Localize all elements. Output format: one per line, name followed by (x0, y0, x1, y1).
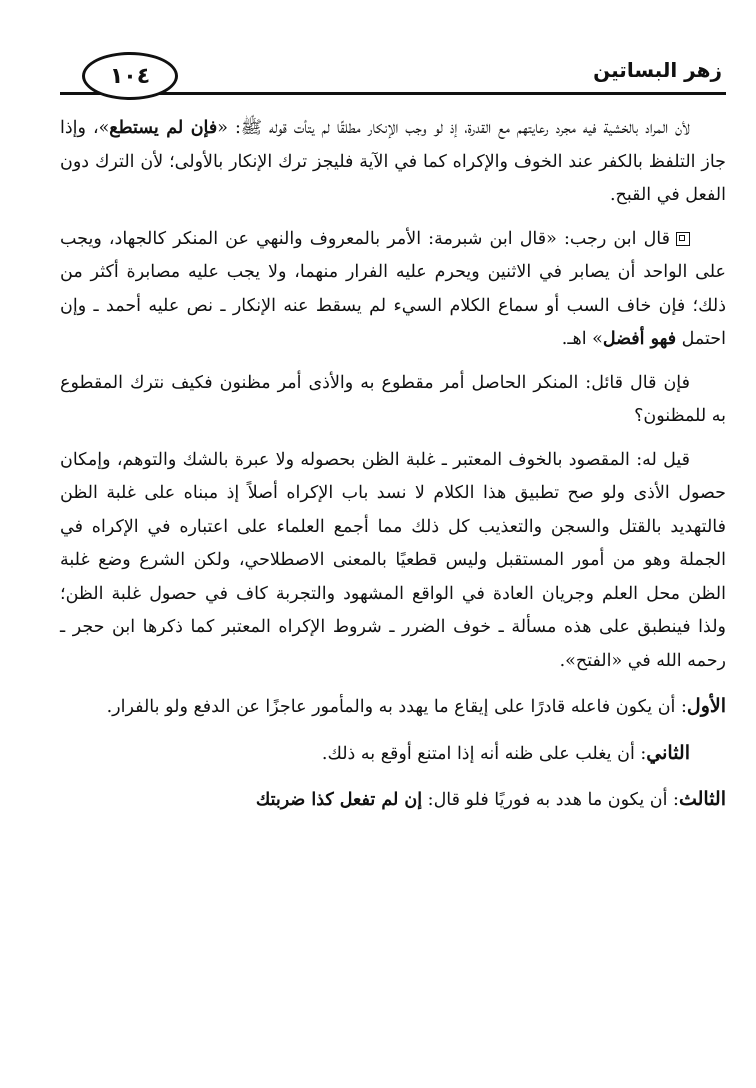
condition-second-label: الثاني (646, 741, 690, 764)
page-header (60, 48, 726, 100)
condition-second-text: : أن يغلب على ظنه أنه إذا امتنع أوقع به ذلك. (321, 743, 647, 764)
condition-third-emphasis: إن لم تفعل كذا ضربتك (255, 790, 423, 810)
condition-third-label: الثالث (678, 788, 726, 810)
condition-first (60, 690, 726, 725)
body-text (60, 112, 726, 828)
paragraph-1-text-b: »، وإذا جاز التلفظ بالكفر عند الخوف والإكراه كما في الآية فليجز ترك الإنكار بالأولى؛ لأن الترك دون الفعل في القبح. (60, 118, 726, 205)
paragraph-2-text-a: قال ابن رجب: «قال ابن شبرمة: الأمر بالمعروف والنهي عن المنكر كالجهاد، ويجب على الواحد أن يصابر في الاثنين ويحرم عليه الفرار منهما، ولا يجب عليه مصابرة أكثر من ذلك؛ فإن خاف السب أو سماع الكلام السيء لم يسقط عنه الإنكار ـ نص عليه أحمد ـ وإن احتمل (60, 228, 726, 349)
condition-second (60, 737, 726, 772)
page-number: ١٠٤ (109, 63, 151, 89)
condition-first-label: الأول (686, 695, 726, 717)
running-title: زهر البساتين (593, 58, 722, 82)
paragraph-4: قيل له: المقصود بالخوف المعتبر ـ غلبة الظن بحصوله ولا عبرة بالشك والتوهم، وإمكان حصول الأذى ولو صح تطبيق هذا الكلام لا نسد باب الإكراه أصلاً إذ مبناه على غلبة الظن فالتهديد بالقتل والسجن والتعذيب كل ذلك مما أجمع العلماء على اعتباره في الإكراه في الجملة وهو من أمور المستقبل وليس قطعيًا بالمعنى الاصطلاحي، ولكن الشرع وضع غلبة الظن محل العلم وجريان العادة في الواقع المشهود والتجربة كاف في حصول غلبة الظن؛ ولذا فينطبق على هذه مسألة ـ خوف الضرر ـ شروط الإكراه المعتبر كما ذكرها ابن حجر ـ رحمه الله في «الفتح». (60, 449, 726, 671)
paragraph-2 (60, 223, 726, 357)
condition-first-text: : أن يكون فاعله قادرًا على إيقاع ما يهدد به والمأمور عاجزًا عن الدفع ولو بالفرار. (106, 697, 687, 717)
square-bullet-icon (676, 232, 690, 246)
paragraph-3: فإن قال قائل: المنكر الحاصل أمر مقطوع به والأذى أمر مظنون فكيف نترك المقطوع به للمظنون؟ (60, 372, 726, 426)
condition-third (60, 783, 726, 818)
emphasis-text: فهو أفضل (602, 329, 677, 349)
paragraph-1-text-a: لأن المراد بالخشية فيه مجرد رعايتهم مع القدرة، إذ لو وجب الإنكار مطلقًا لم يتأت قوله ﷺ: « (217, 118, 690, 138)
condition-third-text: : أن يكون ما هدد به فوريًا فلو قال: (422, 790, 679, 810)
paragraph-1 (60, 112, 726, 213)
hadith-quote: فإن لم يستطع (109, 118, 218, 138)
paragraph-2-text-b: » اهـ. (561, 329, 603, 349)
page-number-badge (82, 52, 178, 100)
